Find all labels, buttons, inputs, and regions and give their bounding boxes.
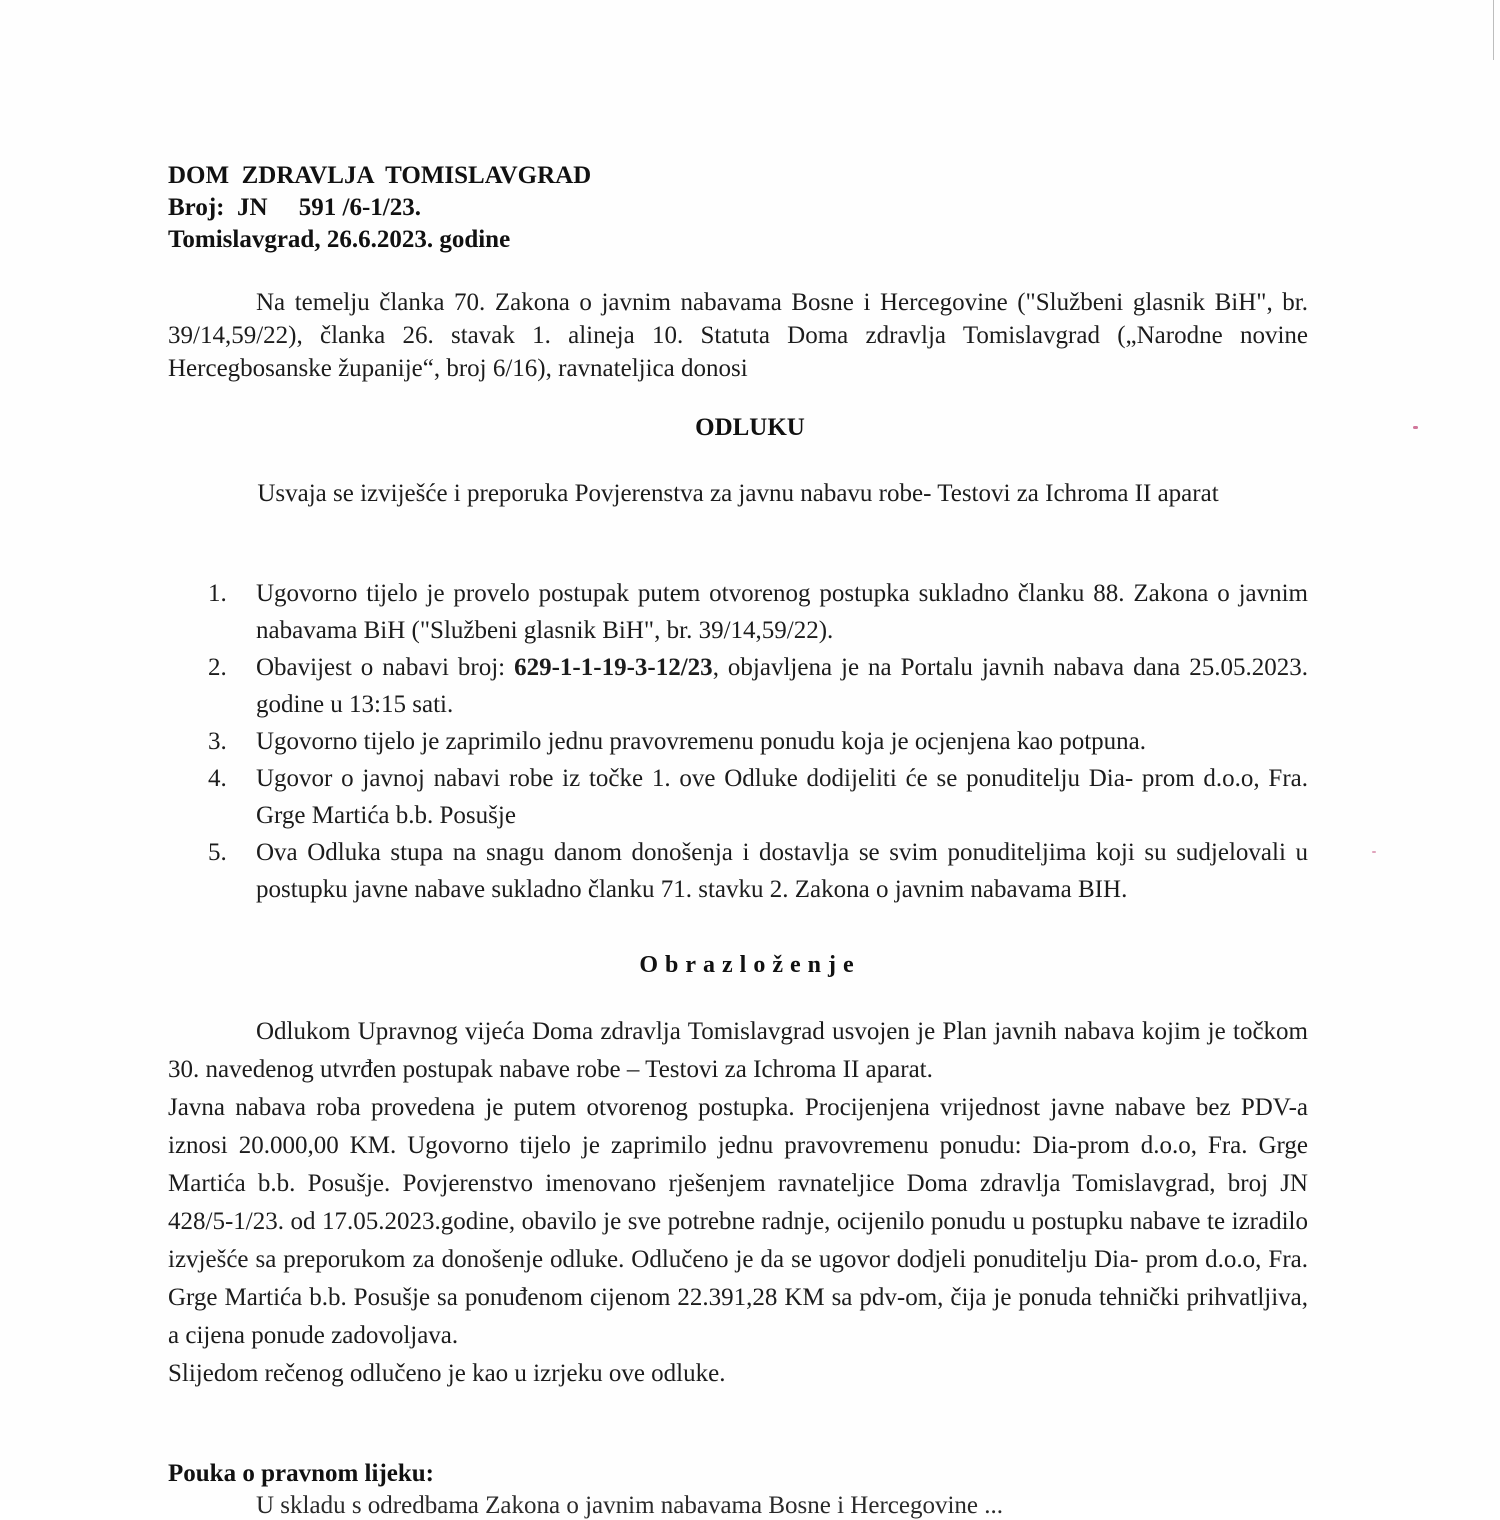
decision-item: [200, 649, 1308, 723]
document-header: [168, 160, 591, 256]
procurement-notice-number: 629-1-1-19-3-12/23: [514, 654, 713, 681]
item-text: , objavljena je na Portalu javnih nabava dana 25.05.2023. godine u 13:15 sati.: [256, 654, 1309, 718]
item-number: 2.: [208, 654, 227, 681]
decision-subtitle: Usvaja se izviješće i preporuka Povjerenstva za javnu nabavu robe- Testovi za Ichroma II aparat: [257, 480, 1219, 507]
place-and-date: Tomislavgrad, 26.6.2023. godine: [168, 226, 511, 253]
decision-title: ODLUKU: [695, 414, 805, 441]
reasoning-paragraph: Slijedom rečenog odlučeno je kao u izrjeku ove odluke.: [168, 1360, 726, 1387]
decision-item: [200, 575, 1308, 649]
decision-items-list: [200, 575, 1308, 908]
item-text: Ugovorno tijelo je zaprimilo jednu pravovremenu ponudu koja je ocjenjena kao potpuna.: [256, 728, 1147, 755]
reasoning-paragraph: Javna nabava roba provedena je putem otvorenog postupka. Procijenjena vrijednost javne nabave bez PDV-a iznosi 20.000,00 KM. Ugovorno tijelo je zaprimilo jednu pravovremenu ponudu: Dia-prom d.o.o, Fra. Grge Martića b.b. Posušje. Povjerenstvo imenovano rješenjem ravnateljice Doma zdravlja Tomislavgrad, broj JN 428/5-1/23. od 17.05.2023.godine, obavilo je sve potrebne radnje, ocijenilo ponudu u postupku nabave te izradilo izvješće sa preporukom za donošenje odluke. Odlučeno je da se ugovor dodjeli ponuditelju Dia- prom d.o.o, Fra. Grge Martića b.b. Posušje sa ponuđenom cijenom 22.391,28 KM sa pdv-om, čija je ponuda tehnički prihvatljiva, a cijena ponude zadovoljava.: [168, 1094, 1308, 1349]
scan-speck: [1372, 851, 1376, 853]
decision-item: [200, 760, 1308, 834]
item-text: Ugovorno tijelo je provelo postupak putem otvorenog postupka sukladno članku 88. Zakona o javnim nabavama BiH ("Službeni glasnik BiH", br. 39/14,59/22).: [256, 580, 1308, 644]
item-number: 3.: [208, 728, 227, 755]
decision-item: [200, 723, 1308, 760]
reasoning-paragraph: Odlukom Upravnog vijeća Doma zdravlja Tomislavgrad usvojen je Plan javnih nabava kojim je točkom 30. navedenog utvrđen postupak nabave robe – Testovi za Ichroma II aparat.: [168, 1018, 1308, 1083]
item-text: Ugovor o javnoj nabavi robe iz točke 1. ove Odluke dodijeliti će se ponuditelju Dia- prom d.o.o, Fra. Grge Martića b.b. Posušje: [256, 765, 1308, 829]
institution-name: DOM ZDRAVLJA TOMISLAVGRAD: [168, 162, 592, 189]
legal-remedy-title: Pouka o pravnom lijeku:: [168, 1460, 435, 1487]
decision-item: [200, 834, 1308, 908]
item-text: Ova Odluka stupa na snagu danom donošenja i dostavlja se svim ponuditeljima koji su sudjelovali u postupku javne nabave sukladno članku 71. stavku 2. Zakona o javnim nabavama BIH.: [256, 839, 1308, 903]
reasoning-title: Obrazloženje: [639, 952, 861, 978]
reasoning-section: [168, 1013, 1308, 1393]
item-number: 1.: [208, 580, 227, 607]
item-text: Obavijest o nabavi broj:: [256, 654, 515, 681]
intro-paragraph: Na temelju članka 70. Zakona o javnim nabavama Bosne i Hercegovine ("Službeni glasnik BiH", br. 39/14,59/22), članka 26. stavak 1. alineja 10. Statuta Doma zdravlja Tomislavgrad („Narodne novine Hercegbosanske županije“, broj 6/16), ravnateljica donosi: [168, 289, 1308, 382]
legal-remedy-text-cutoff: U skladu s odredbama Zakona o javnim nabavama Bosne i Hercegovine ...: [256, 1492, 1003, 1519]
document-number: Broj: JN 591 /6-1/23.: [168, 194, 421, 221]
item-number: 4.: [208, 765, 227, 792]
scan-edge-mark: [1493, 0, 1494, 60]
item-number: 5.: [208, 839, 227, 866]
